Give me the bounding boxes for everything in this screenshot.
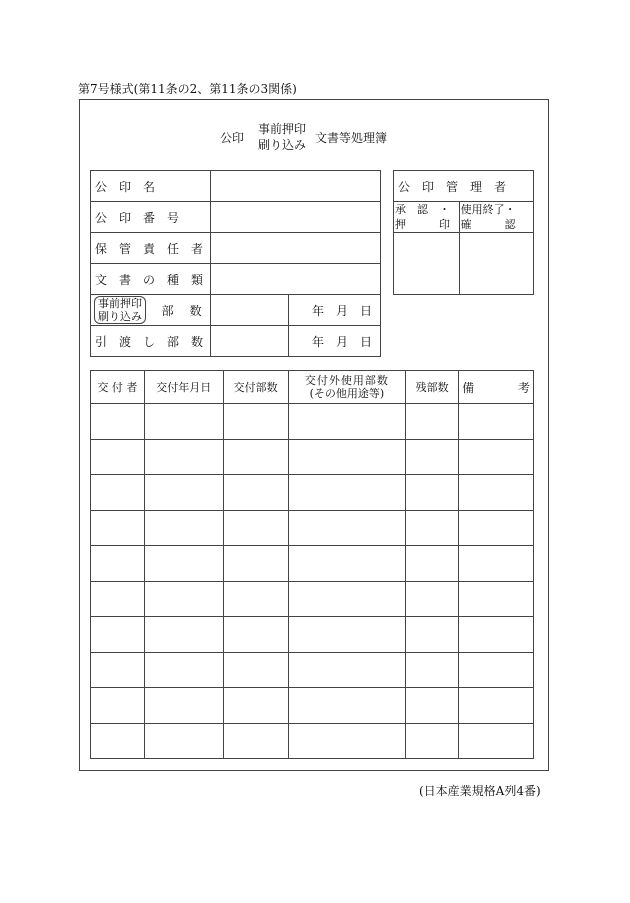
table-cell[interactable] — [459, 475, 534, 511]
table-cell[interactable] — [288, 581, 406, 617]
title-part2: 文書等処理簿 — [315, 131, 388, 145]
col-issue-copies: 交付部数 — [223, 371, 288, 404]
table-row — [91, 404, 534, 440]
table-cell[interactable] — [459, 617, 534, 653]
seal-name-value[interactable] — [210, 171, 380, 202]
table-cell[interactable] — [288, 546, 406, 582]
seal-number-label: 公 印 番 号 — [91, 202, 211, 233]
col-issuer: 交 付 者 — [91, 371, 145, 404]
table-cell[interactable] — [406, 723, 459, 759]
approval-cell[interactable] — [394, 233, 460, 295]
title-stack-top: 事前押印 — [258, 122, 307, 136]
title-part1: 公印 — [220, 131, 245, 145]
table-row — [91, 439, 534, 475]
table-cell[interactable] — [459, 546, 534, 582]
table-cell[interactable] — [223, 404, 288, 440]
table-cell[interactable] — [406, 510, 459, 546]
table-cell[interactable] — [144, 652, 223, 688]
table-cell[interactable] — [91, 404, 145, 440]
title-stack — [258, 121, 306, 153]
table-cell[interactable] — [144, 688, 223, 724]
custodian-value[interactable] — [210, 233, 380, 264]
copies-date: 年 月 日 — [289, 295, 381, 326]
col-issue-date: 交付年月日 — [144, 371, 223, 404]
table-cell[interactable] — [223, 581, 288, 617]
table-cell[interactable] — [144, 581, 223, 617]
table-row — [91, 581, 534, 617]
table-cell[interactable] — [144, 617, 223, 653]
table-cell[interactable] — [406, 688, 459, 724]
col-remarks: 備 考 — [459, 371, 534, 404]
table-cell[interactable] — [406, 546, 459, 582]
table-cell[interactable] — [91, 581, 145, 617]
table-cell[interactable] — [406, 439, 459, 475]
table-row — [91, 617, 534, 653]
table-cell[interactable] — [288, 475, 406, 511]
table-cell[interactable] — [144, 723, 223, 759]
table-cell[interactable] — [406, 475, 459, 511]
table-cell[interactable] — [223, 439, 288, 475]
table-cell[interactable] — [91, 439, 145, 475]
copies-label: 事前押印 刷り込み 部 数 — [91, 295, 211, 326]
ledger-table — [90, 370, 534, 759]
col-other-use: 交付外使用部数 (その他用途等) — [288, 371, 406, 404]
table-cell[interactable] — [223, 723, 288, 759]
ledger-body — [91, 404, 534, 759]
handover-value[interactable] — [210, 326, 289, 357]
table-cell[interactable] — [459, 581, 534, 617]
table-cell[interactable] — [459, 723, 534, 759]
table-cell[interactable] — [91, 688, 145, 724]
table-cell[interactable] — [91, 510, 145, 546]
table-cell[interactable] — [288, 652, 406, 688]
table-cell[interactable] — [91, 723, 145, 759]
copies-bracket: 事前押印 刷り込み — [94, 296, 146, 324]
handover-date: 年 月 日 — [289, 326, 381, 357]
table-cell[interactable] — [288, 617, 406, 653]
table-row — [91, 688, 534, 724]
table-row — [91, 546, 534, 582]
table-cell[interactable] — [459, 404, 534, 440]
table-cell[interactable] — [223, 652, 288, 688]
table-cell[interactable] — [91, 475, 145, 511]
table-cell[interactable] — [144, 439, 223, 475]
form-number: 第7号様式(第11条の2、第11条の3関係) — [78, 82, 297, 96]
doc-type-label: 文 書 の 種 類 — [91, 264, 211, 295]
handover-label: 引 渡 し 部 数 — [91, 326, 211, 357]
info-table — [90, 170, 381, 357]
confirm-header: 使用終了・ 確 認 — [459, 202, 533, 233]
table-row — [91, 652, 534, 688]
table-cell[interactable] — [459, 652, 534, 688]
table-cell[interactable] — [223, 475, 288, 511]
table-cell[interactable] — [406, 404, 459, 440]
table-cell[interactable] — [144, 404, 223, 440]
manager-title: 公 印 管 理 者 — [394, 171, 534, 202]
copies-value[interactable] — [210, 295, 289, 326]
table-cell[interactable] — [91, 652, 145, 688]
table-cell[interactable] — [223, 510, 288, 546]
table-cell[interactable] — [223, 688, 288, 724]
table-cell[interactable] — [406, 652, 459, 688]
table-cell[interactable] — [144, 546, 223, 582]
table-cell[interactable] — [406, 581, 459, 617]
footer-note: (日本産業規格A列4番) — [419, 784, 541, 798]
manager-table — [393, 170, 534, 295]
table-row — [91, 475, 534, 511]
table-cell[interactable] — [288, 404, 406, 440]
confirm-cell[interactable] — [459, 233, 533, 295]
table-cell[interactable] — [288, 688, 406, 724]
seal-name-label: 公 印 名 — [91, 171, 211, 202]
table-row — [91, 723, 534, 759]
col-remaining: 残部数 — [406, 371, 459, 404]
custodian-label: 保 管 責 任 者 — [91, 233, 211, 264]
table-cell[interactable] — [144, 475, 223, 511]
table-cell[interactable] — [288, 510, 406, 546]
table-cell[interactable] — [406, 617, 459, 653]
title-stack-bottom: 刷り込み — [258, 138, 307, 152]
doc-type-value[interactable] — [210, 264, 380, 295]
table-cell[interactable] — [459, 439, 534, 475]
table-cell[interactable] — [288, 439, 406, 475]
approval-header: 承 認 ・ 押 印 — [394, 202, 460, 233]
table-cell[interactable] — [459, 688, 534, 724]
table-cell[interactable] — [223, 546, 288, 582]
table-cell[interactable] — [91, 546, 145, 582]
table-cell[interactable] — [223, 617, 288, 653]
table-cell[interactable] — [144, 510, 223, 546]
table-row — [91, 510, 534, 546]
table-cell[interactable] — [459, 510, 534, 546]
seal-number-value[interactable] — [210, 202, 380, 233]
table-cell[interactable] — [91, 617, 145, 653]
table-cell[interactable] — [288, 723, 406, 759]
